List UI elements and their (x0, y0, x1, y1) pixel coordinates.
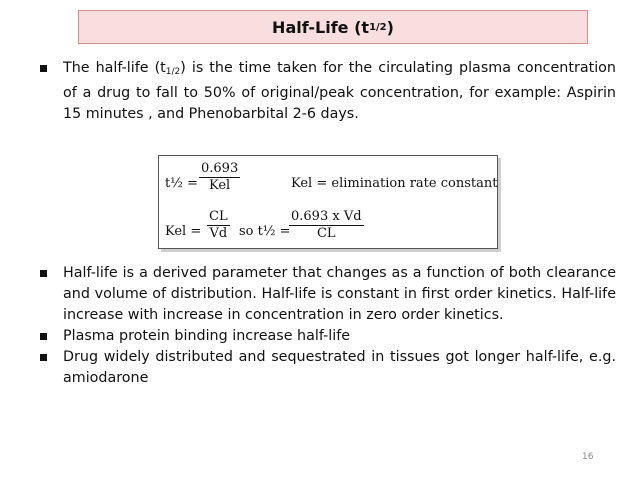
bullet-text-after: ) is the time taken for the circulating plasma concentration of a drug to fall to 50% of original/peak concentration, for example: Aspirin 15 minutes , and Phenobarbital 2-6 days. (63, 60, 616, 122)
kel-label: Kel = (165, 224, 202, 239)
cl-vd-numerator: CL (209, 209, 228, 224)
kel-fraction-numerator: 0.693 (201, 161, 239, 176)
cl-vd-fraction (207, 209, 230, 242)
slide-title (78, 10, 588, 44)
title-end: ) (386, 17, 394, 37)
bottom-bullet-list (38, 263, 616, 389)
title-main: Half-Life (t (272, 17, 370, 37)
bullet-item-half-life-definition (38, 58, 616, 125)
title-subscript: 1/2 (369, 21, 387, 33)
vd-cl-denominator: CL (316, 226, 336, 241)
bullet-text: Plasma protein binding increase half-life (63, 328, 351, 344)
kel-fraction-denominator: Kel (209, 178, 231, 193)
kel-fraction (199, 161, 240, 194)
kel-definition: Kel = elimination rate constant (291, 176, 498, 191)
bullet-item-derived-parameter (38, 263, 616, 326)
bullet-item-protein-binding (38, 326, 616, 347)
t-half-label: t½ = (165, 176, 198, 191)
so-t-half-label: so t½ = (239, 224, 291, 239)
square-bullet-icon (40, 354, 47, 361)
formula-box (158, 155, 498, 249)
cl-vd-denominator: Vd (209, 226, 228, 241)
square-bullet-icon (40, 333, 47, 340)
bullet-text: Half-life is a derived parameter that changes as a function of both clearance and volume of distribution. Half-life is constant in first order kinetics. Half-life increase with increase in concentration in zero order kinetics. (63, 265, 616, 323)
vd-cl-numerator: 0.693 x Vd (291, 209, 362, 224)
top-bullet-list (38, 58, 616, 125)
bullet-text: Drug widely distributed and sequestrated in tissues got longer half-life, e.g. amiodarone (63, 349, 616, 386)
bullet-text-before: The half-life (t (63, 60, 166, 76)
square-bullet-icon (40, 270, 47, 277)
bullet-item-distribution (38, 347, 616, 389)
vd-cl-fraction (289, 209, 364, 242)
square-bullet-icon (40, 65, 47, 72)
bullet-subscript: 1/2 (165, 67, 181, 77)
page-number: 16 (582, 452, 594, 462)
